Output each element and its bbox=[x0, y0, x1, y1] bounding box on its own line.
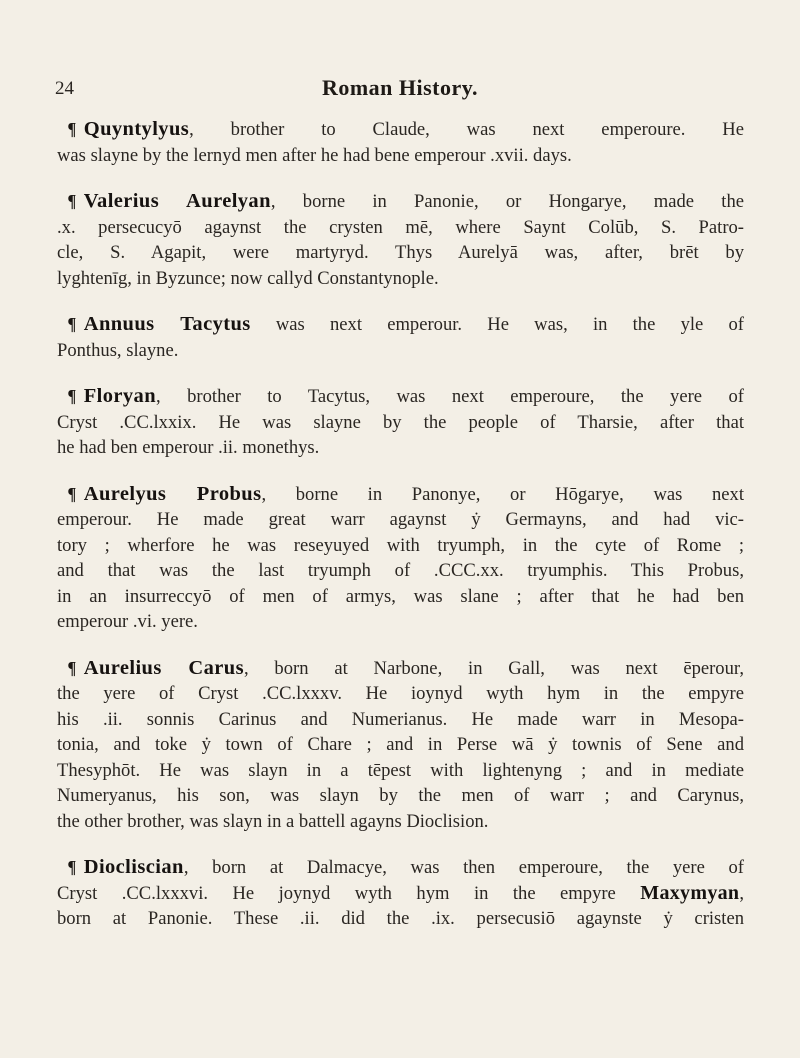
pilcrow-icon: ¶ bbox=[67, 657, 77, 678]
entry-quyntylyus bbox=[57, 117, 744, 168]
entry-line: Ponthus, slayne. bbox=[57, 339, 179, 361]
entry-name: Floryan bbox=[83, 385, 157, 407]
pilcrow-icon: ¶ bbox=[67, 386, 77, 406]
entry-text: , born at Dalmacye, was then emperoure, the yere of bbox=[183, 857, 744, 878]
entry-line bbox=[57, 482, 744, 508]
entry-line: his .ii. sonnis Carinus and Numerianus. He made warr in Mesopa- bbox=[57, 708, 744, 730]
entry-line: emperour .vi. yere. bbox=[57, 611, 198, 632]
inline-name-punct: , bbox=[739, 882, 744, 904]
entry-line: he had ben emperour .ii. monethys. bbox=[57, 437, 320, 458]
entry-text: , born at Narbone, in Gall, was next ēperour, bbox=[243, 657, 744, 679]
page-header bbox=[0, 75, 800, 108]
entry-text: was next emperour. He was, in the yle of bbox=[250, 314, 744, 335]
entry-name: Diocliscian bbox=[83, 856, 184, 878]
entry-name: Aurelius Carus bbox=[83, 656, 244, 679]
pilcrow-icon: ¶ bbox=[67, 857, 77, 877]
entry-line: emperour. He made great warr agaynst ẏ Germayns, and had vic- bbox=[57, 509, 744, 530]
running-title: Roman History. bbox=[321, 75, 479, 100]
entry-text: , borne in Panonye, or Hōgarye, was next bbox=[261, 483, 744, 505]
pilcrow-icon: ¶ bbox=[67, 119, 77, 139]
entry-valerius-aurelyan bbox=[57, 189, 744, 291]
entry-line bbox=[57, 855, 744, 881]
entry-name: Quyntylyus bbox=[83, 118, 190, 140]
entry-line: Numeryanus, his son, was slayn by the men of warr ; and Carynus, bbox=[57, 785, 744, 806]
pilcrow-icon: ¶ bbox=[67, 314, 77, 334]
entry-line: was slayne by the lernyd men after he had bene emperour .xvii. days. bbox=[57, 144, 572, 166]
entry-floryan bbox=[57, 384, 744, 461]
pilcrow-icon: ¶ bbox=[67, 483, 77, 504]
entry-text: , brother to Claude, was next emperoure. He bbox=[189, 119, 744, 140]
entry-line: Cryst .CC.lxxix. He was slayne by the people of Tharsie, after that bbox=[57, 411, 744, 433]
entry-annuus-tacytus bbox=[57, 312, 744, 363]
entry-line: Thesyphōt. He was slayn in a tēpest with lightenyng ; and in mediate bbox=[57, 759, 744, 781]
entry-text: , borne in Panonie, or Hongarye, made the bbox=[270, 191, 744, 212]
entry-name: Aurelyus Probus bbox=[83, 482, 262, 505]
entry-text: Cryst .CC.lxxxvi. He joynyd wyth hym in the empyre bbox=[57, 882, 641, 904]
entry-name: Valerius Aurelyan bbox=[83, 190, 271, 212]
entry-line: tonia, and toke ẏ town of Chare ; and in Perse wā ẏ townis of Sene and bbox=[57, 734, 744, 755]
entry-line bbox=[57, 312, 744, 338]
entry-line: and that was the last tryumph of .CCC.xx. tryumphis. This Probus, bbox=[57, 560, 744, 581]
body-text bbox=[57, 117, 744, 953]
entry-aurelius-carus bbox=[57, 656, 744, 835]
entry-line bbox=[57, 117, 744, 143]
entry-line bbox=[57, 384, 744, 410]
entry-line bbox=[57, 656, 744, 682]
entry-line: the other brother, was slayn in a battell agayns Dioclision. bbox=[57, 810, 489, 832]
entry-line bbox=[57, 881, 744, 907]
entry-diocliscian bbox=[57, 855, 744, 932]
page-number: 24 bbox=[55, 78, 74, 99]
entry-line: born at Panonie. These .ii. did the .ix. persecusiō agaynste ẏ cristen bbox=[57, 908, 744, 929]
entry-line: cle, S. Agapit, were martyryd. Thys Aurelyā was, after, brēt by bbox=[57, 242, 744, 263]
entry-line: in an insurreccyō of men of armys, was slane ; after that he had ben bbox=[57, 585, 744, 607]
entry-line: tory ; wherfore he was reseyuyed with tryumph, in the cyte of Rome ; bbox=[57, 534, 744, 556]
entry-text: , brother to Tacytus, was next emperoure, the yere of bbox=[156, 386, 744, 407]
entry-line: lyghtenīg, in Byzunce; now callyd Constantynople. bbox=[57, 267, 439, 289]
inline-name: Maxymyan bbox=[640, 881, 740, 904]
entry-line: .x. persecucyō agaynst the crysten mē, where Saynt Colūb, S. Patro- bbox=[57, 216, 744, 238]
entry-name: Annuus Tacytus bbox=[83, 313, 251, 335]
entry-line bbox=[57, 189, 744, 215]
entry-aurelyus-probus bbox=[57, 482, 744, 635]
entry-line: the yere of Cryst .CC.lxxxv. He ioynyd wyth hym in the empyre bbox=[57, 683, 744, 704]
pilcrow-icon: ¶ bbox=[67, 191, 77, 211]
